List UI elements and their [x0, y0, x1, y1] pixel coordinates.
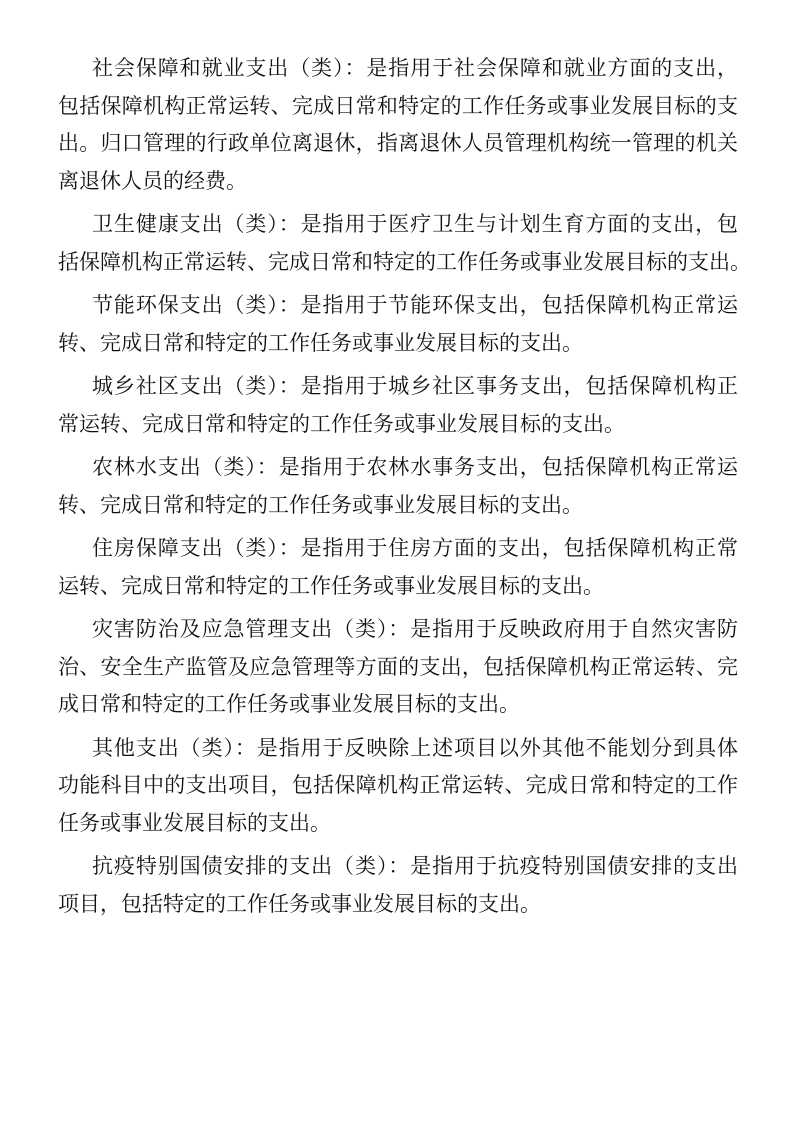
paragraph-urban-rural — [58, 368, 738, 443]
paragraph-housing — [58, 530, 738, 605]
paragraph-line: 治、安全生产监管及应急管理等方面的支出，包括保障机构正常运转、完 — [58, 654, 738, 679]
paragraph-line: 社会保障和就业支出（类）：是指用于社会保障和就业方面的支出， — [92, 56, 738, 80]
paragraph-anti-epidemic-bonds — [58, 848, 738, 923]
paragraph-line: 常运转、完成日常和特定的工作任务或事业发展目标的支出。 — [58, 411, 625, 436]
paragraph-line: 离退休人员的经费。 — [58, 168, 247, 193]
paragraph-line: 节能环保支出（类）：是指用于节能环保支出，包括保障机构正常运 — [92, 293, 738, 317]
paragraph-line: 功能科目中的支出项目，包括保障机构正常运转、完成日常和特定的工作 — [58, 773, 738, 797]
paragraph-line: 转、完成日常和特定的工作任务或事业发展目标的支出。 — [58, 330, 583, 355]
paragraph-health — [58, 206, 751, 281]
paragraph-energy-environment — [58, 287, 738, 362]
paragraph-line: 转、完成日常和特定的工作任务或事业发展目标的支出。 — [58, 492, 583, 517]
paragraph-line: 农林水支出（类）：是指用于农林水事务支出，包括保障机构正常运 — [92, 455, 738, 479]
paragraph-line: 卫生健康支出（类）：是指用于医疗卫生与计划生育方面的支出，包 — [92, 212, 738, 236]
paragraph-line: 运转、完成日常和特定的工作任务或事业发展目标的支出。 — [58, 573, 604, 598]
paragraph-line: 括保障机构正常运转、完成日常和特定的工作任务或事业发展目标的支出。 — [58, 249, 751, 274]
paragraph-line: 城乡社区支出（类）：是指用于城乡社区事务支出，包括保障机构正 — [92, 374, 738, 398]
paragraph-line: 任务或事业发展目标的支出。 — [58, 810, 331, 835]
paragraph-line: 其他支出（类）：是指用于反映除上述项目以外其他不能划分到具体 — [92, 735, 738, 760]
paragraph-other — [58, 730, 738, 843]
paragraph-line: 抗疫特别国债安排的支出（类）：是指用于抗疫特别国债安排的支出 — [92, 854, 738, 878]
paragraph-line: 成日常和特定的工作任务或事业发展目标的支出。 — [58, 692, 520, 716]
document-page — [58, 50, 751, 923]
paragraph-line: 包括保障机构正常运转、完成日常和特定的工作任务或事业发展目标的支 — [58, 93, 738, 118]
paragraph-disaster-prevention — [58, 611, 738, 724]
paragraph-agriculture — [58, 449, 738, 524]
paragraph-line: 住房保障支出（类）：是指用于住房方面的支出，包括保障机构正常 — [92, 536, 738, 560]
paragraph-social-security — [58, 50, 738, 200]
paragraph-line: 项目，包括特定的工作任务或事业发展目标的支出。 — [58, 891, 541, 916]
paragraph-line: 灾害防治及应急管理支出（类）：是指用于反映政府用于自然灾害防 — [92, 617, 738, 641]
paragraph-line: 出。归口管理的行政单位离退休，指离退休人员管理机构统一管理的机关 — [58, 131, 738, 155]
